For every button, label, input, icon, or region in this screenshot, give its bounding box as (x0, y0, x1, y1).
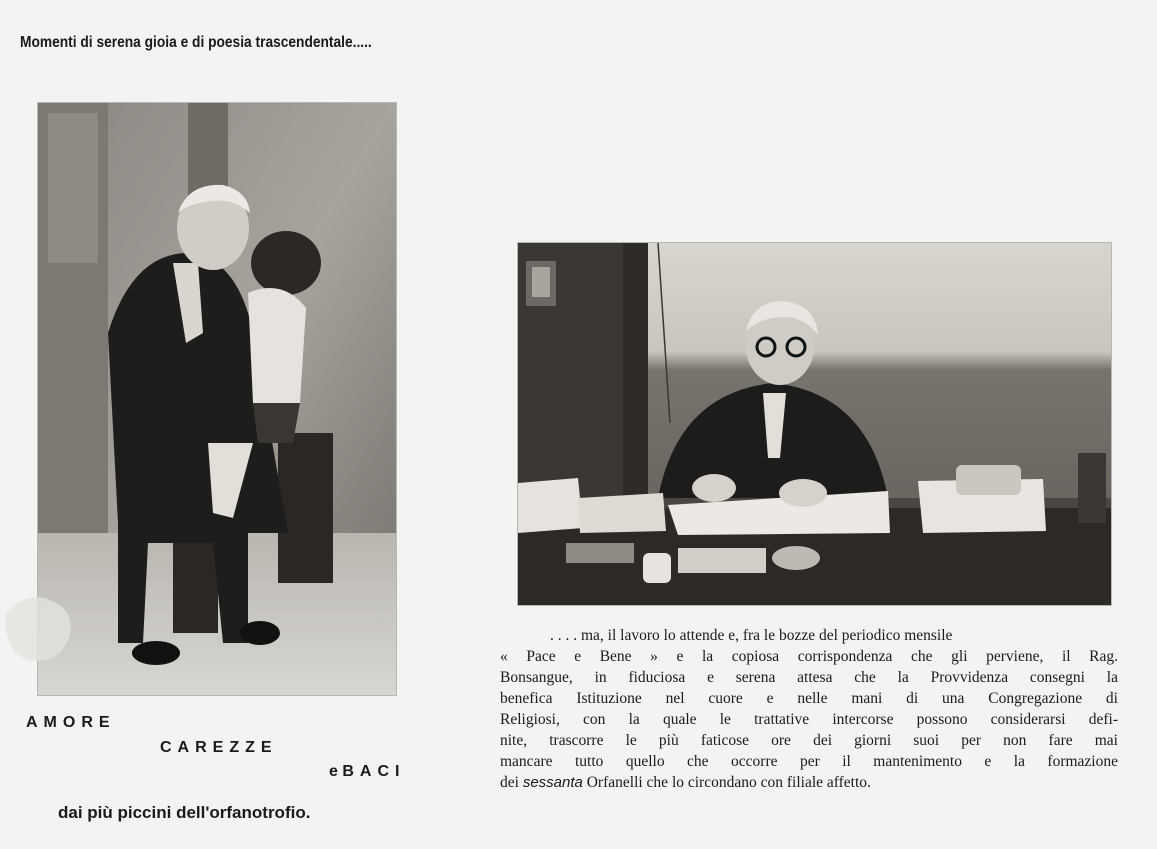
article-text: dei (500, 774, 519, 791)
photo-man-holding-child-image (38, 103, 396, 695)
article-line: Bonsangue, in fiduciosa e serena attesa che la Provvidenza consegni la (500, 669, 1118, 686)
photo-man-holding-child (38, 103, 396, 695)
caption-amore: AMORE (26, 714, 116, 731)
page-header: Momenti di serena gioia e di poesia trascendentale..... (20, 34, 372, 51)
article-line: mancare tutto quello che occorre per il mantenimento e la formazione (500, 753, 1118, 770)
caption-baci: BACI (342, 763, 406, 780)
caption-orfanotrofio: dai più piccini dell'orfanotrofio. (58, 803, 311, 822)
article-emphasis: sessanta (522, 774, 583, 791)
paper-stain (0, 585, 80, 675)
article-line: Religiosi, con la quale le trattative intercorse possono considerarsi defi- (500, 711, 1118, 728)
article-line: nite, trascorre le più faticose ore dei giorni suoi per non fare mai (500, 732, 1118, 749)
article-line: benefica Istituzione nel cuore e nelle mani di una Congregazione di (500, 690, 1118, 707)
article-line: . . . . ma, il lavoro lo attende e, fra le bozze del periodico mensile (550, 627, 953, 644)
article-line-last (500, 772, 1118, 793)
photo-man-at-desk (518, 243, 1111, 605)
caption-carezze: CAREZZE (160, 739, 278, 756)
article-text: Orfanelli che lo circondano con filiale affetto. (586, 774, 871, 791)
article-paragraph (500, 625, 1118, 793)
caption-e: e (329, 763, 338, 780)
article-line: « Pace e Bene » e la copiosa corrispondenza che gli perviene, il Rag. (500, 648, 1118, 665)
photo-man-at-desk-image (518, 243, 1111, 605)
caption-e-baci (329, 763, 405, 781)
